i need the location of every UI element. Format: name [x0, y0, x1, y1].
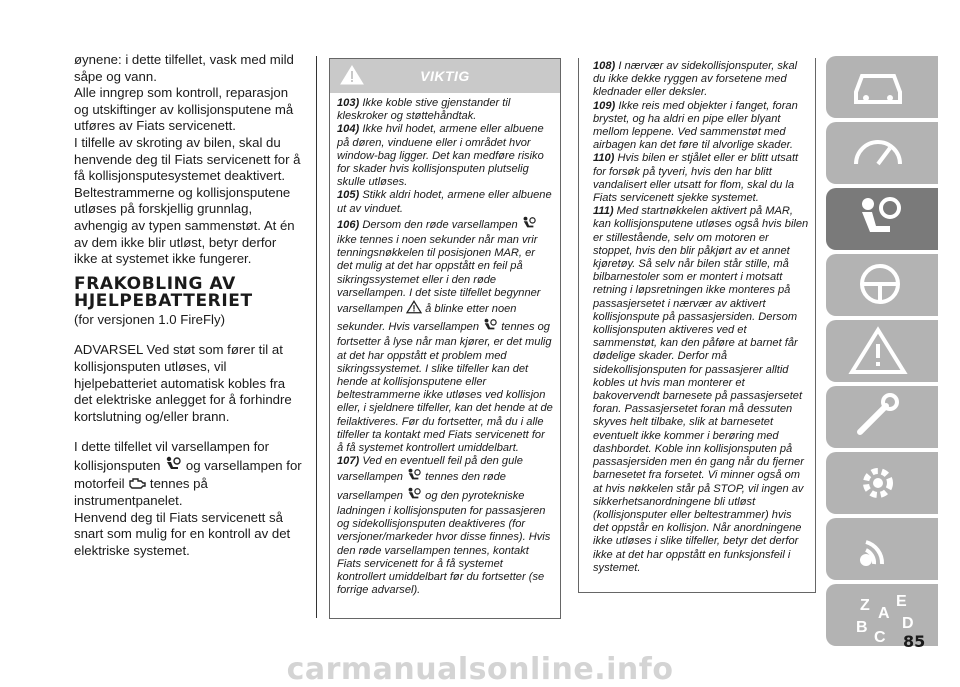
index-letter: C [874, 629, 886, 646]
tab-dashboard[interactable] [826, 122, 938, 184]
note-110: 110) Hvis bilen er stjålet eller er blitt utsatt for forsøk på tyveri, hvis den har blitt vandalisert eller utsatt for flom, skal du la Fiats servicenett sjekke systemet. [593, 152, 799, 205]
note-106: 106) Dersom den røde varsellampen ikke tennes i noen sekunder når man vrir tenningsnøkkelen til posisjonen MAR, er det mulig at det har oppstått en feil på sikringssystemet eller i den røde varsellampen. I det siste tilfellet begynner varsellampen å blinke etter noen sekunder. Hvis varsellampen tennes og fortsetter å lyse når man kjører, er det mulig at det har oppstått et problem med sikringssystemet. I slike tilfeller kan det hende at kollisjonsputene eller beltestrammerne ikke utløses ved kollisjon eller, i sjeldnere tilfeller, kan det hende at de feilaktiveres. Før du fortsetter, må du i alle tilfeller ta kontakt med Fiats servicenett for å få systemet kontrollert umiddelbart. [337, 216, 553, 455]
note-107: 107) Ved en eventuell feil på den gule varsellampen tennes den røde varsellampen og den pyrotekniske ladningen i kollisjonsputen for passasjeren og sidekollisjonsputen deaktiveres (for versjoner/markeder hvor disse finnes). Hvis den røde varsellampen tennes, kontakt Fiats servicenett for å få systemet kontrollert umiddelbart før du fortsetter (se forrige advarsel). [337, 455, 551, 597]
text-span: I dette tilfellet vil varsellampen for kollisjonsputen [74, 439, 269, 473]
tab-vehicle[interactable] [826, 56, 938, 118]
text-span: og varsellampen for motorfeil [74, 457, 302, 492]
index-letter: D [902, 615, 914, 632]
note-109: 109) Ikke reis med objekter i fanget, foran brystet, og ha aldri en pipe eller blyant mellom leppene. Ved sammenstøt med airbagen kan det føre til alvorlige skader. [593, 99, 798, 152]
main-text-column [74, 52, 302, 560]
warning-triangle-icon [406, 300, 422, 318]
paragraph: øynene: i dette tilfellet, vask med mild såpe og vann. [74, 52, 294, 84]
warning-text [330, 93, 560, 597]
section-subheading: (for versjonen 1.0 FireFly) [74, 311, 225, 327]
index-letter: B [856, 619, 868, 636]
warning-header [330, 59, 560, 93]
index-letter: A [878, 605, 890, 622]
tab-starting-driving[interactable] [826, 254, 938, 316]
note-104: 104) Ikke hvil hodet, armene eller albuene på døren, vinduene eller i området hvor window-bag ligger. Det kan medføre risiko for skader hvis kollisjonsputen plutselig skulle utløses. [337, 123, 544, 189]
index-letter: E [896, 593, 907, 610]
airbag-warning-icon [164, 456, 182, 477]
airbag-warning-icon [406, 487, 422, 505]
section-heading: FRAKOBLING AV HJELPEBATTERIET [74, 273, 253, 311]
paragraph: Henvend deg til Fiats servicenett så snart som mulig for en kontroll av det elektriske systemet. [74, 509, 291, 559]
paragraph [74, 439, 302, 510]
page-number: 85 [903, 632, 926, 651]
tab-emergency[interactable] [826, 320, 938, 382]
tab-multimedia[interactable] [826, 518, 938, 580]
index-letter: Z [860, 597, 870, 614]
warning-box [329, 58, 561, 619]
note-103: 103) Ikke koble stive gjenstander til kleskroker og støttehåndtak. [337, 97, 511, 123]
tab-maintenance[interactable] [826, 386, 938, 448]
watermark: carmanualsonline.info [286, 652, 674, 687]
paragraph: I tilfelle av skroting av bilen, skal du henvende deg til Fiats servicenett for å få kollisjonsputesystemet deaktivert. [74, 134, 301, 184]
note-108: 108) I nærvær av sidekollisjonsputer, skal du ikke dekke ryggen av forsetene med klednader eller deksler. [593, 60, 798, 99]
tab-safety[interactable] [826, 188, 938, 250]
paragraph: Alle inngrep som kontroll, reparasjon og utskiftinger av kollisjonsputene må utføres av Fiats servicenett. [74, 85, 294, 134]
engine-fault-icon [128, 477, 146, 494]
note-105: 105) Stikk aldri hodet, armene eller albuene ut av vinduet. [337, 189, 552, 215]
column-divider [316, 56, 317, 618]
paragraph: Beltestrammerne og kollisjonsputene utløses på forskjellig grunnlag, avhengig av typen sammenstøt. At én av dem ikke blir utløst, betyr derfor ikke at systemet ikke fungerer. [74, 184, 295, 267]
airbag-warning-icon [482, 318, 498, 336]
warning-paragraph: ADVARSEL Ved støt som fører til at kollisjonsputen utløses, vil hjelpebatteriet automatisk kobles fra det elektriske anlegget for å forhindre kortslutning og/eller brann. [74, 342, 292, 424]
airbag-warning-icon [406, 468, 422, 486]
text-span: tennes på instrumentpanelet. [74, 476, 208, 509]
tab-technical-data[interactable] [826, 452, 938, 514]
note-111: 111) Med startnøkkelen aktivert på MAR, kan kollisjonsputene utløses også hvis bilen er stillestående, selv om motoren er stoppet, hvis den blir påkjørt av et annet kjøretøy. Så selv når bilen står stille, må bilbarnestoler som er montert i motsatt retning i løpsretningen ikke monteres på passasjersetet i nærvær av aktivert kollisjonspute på passasjersiden. Dersom kollisjonsputen aktiveres ved et sammenstøt, kan den påføre at barnet får dødelige skader. Derfor må sidekollisjonsputen for passasjerer alltid kobles ut hvis man monterer et bakovervendt barnesete på passasjersetet foran. Passasjersetet foran må dessuten skyves helt tilbake, slik at barnesetet eventuelt ikke kommer i berøring med dashbordet. Koble inn kollisjonsputen på passasjersiden men én gang når du fjerner barnesetet fra forsetet. Vi minner også om at hvis nøkkelen står på STOP, vil ingen av sikkerhetsanordningene bli utløst (kollisjonsputer eller beltestrammer) hvis det oppstår en kollisjon. Når anordningene ikke utløses i slike tilfeller, betyr det derfor ikke at det har oppstått en funksjonsfeil i systemet. [593, 205, 809, 574]
notes-column [578, 58, 816, 593]
airbag-warning-icon [521, 216, 537, 234]
warning-title: VIKTIG [420, 68, 470, 84]
